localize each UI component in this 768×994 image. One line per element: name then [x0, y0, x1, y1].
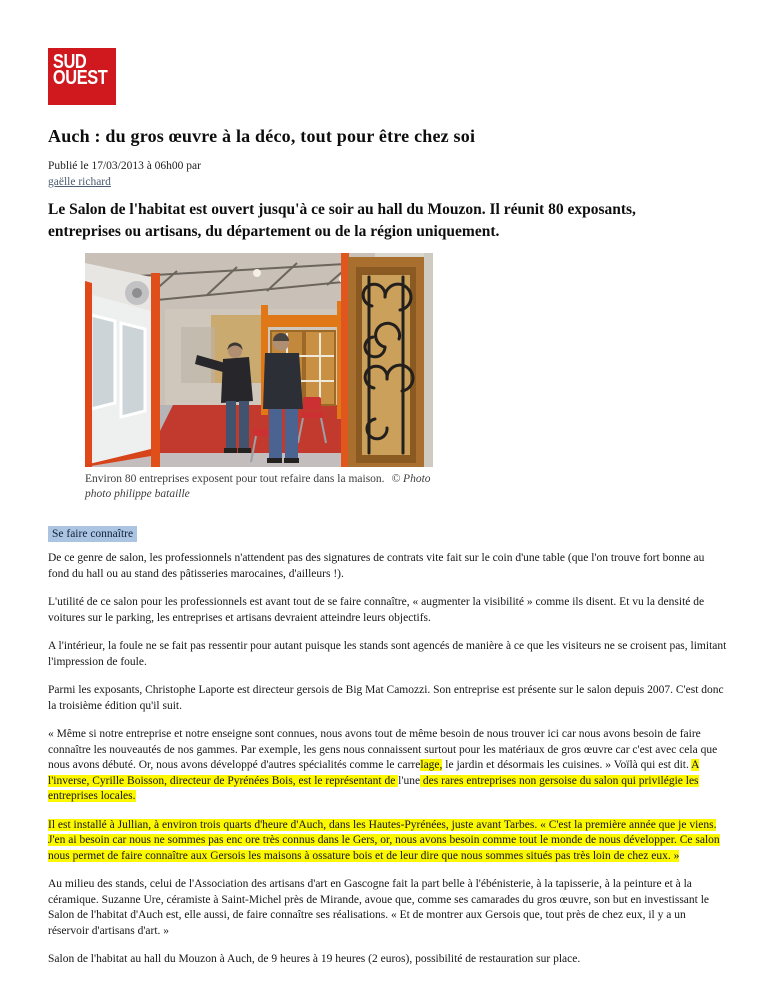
photo-red-carpet	[149, 405, 357, 453]
publish-info	[48, 159, 201, 190]
logo-line-2: OUEST	[52, 67, 108, 89]
article-paragraph	[48, 683, 728, 714]
paragraph-text: De ce genre de salon, les professionnels n'attendent pas des signatures de contrats vite fait sur le coin d'une table (que l'on trouve fort bonne au fond du hall ou au stand des pâtisseries marocaines, d'ailleurs !).	[48, 552, 705, 580]
section-label-row	[48, 524, 137, 542]
highlighted-text: des rares entreprises non gersoise du salon qui privilégie les entreprises locales.	[48, 774, 699, 802]
sudouest-logo	[48, 48, 116, 105]
caption-credit: © Photo	[391, 473, 431, 485]
article-standfirst: Le Salon de l'habitat est ouvert jusqu'à ce soir au hall du Mouzon. Il réunit 80 exposants, entreprises ou artisans, du département ou de la région uniquement.	[48, 201, 636, 240]
caption-text: Environ 80 entreprises exposent pour tout refaire dans la maison.	[85, 473, 385, 485]
article-paragraph	[48, 595, 728, 626]
paragraph-text: Parmi les exposants, Christophe Laporte est directeur gersois de Big Mat Camozzi. Son entreprise est présente sur le salon depuis 2007. C'est donc la troisième édition qu'il suit.	[48, 684, 724, 712]
article-paragraph	[48, 639, 728, 670]
highlighted-text: Il est installé à Jullian, à environ trois quarts d'heure d'Auch, dans les Hautes-Pyrénées, juste avant Tarbes. « C'est la première année que je viens. J'en ai besoin car nous ne sommes pas enc ore très connus dans le Gers, or, nous avons besoin comme tout le monde de nous développer. Ce salon nous permet de faire connaître aux Gersois les maisons à ossature bois et de leur dire que nous sommes situés pas très loin de chez eux. »	[48, 818, 720, 862]
sudouest-logo-text	[48, 48, 108, 89]
article-paragraph	[48, 727, 728, 805]
photo-window-display	[85, 263, 160, 467]
article-title: Auch : du gros œuvre à la déco, tout pour être chez soi	[48, 126, 476, 146]
highlighted-text: lage,	[420, 759, 443, 771]
paragraph-text: L'utilité de ce salon pour les professionnels est avant tout de se faire connaître, « augmenter la visibilité » comme ils disent. Et vu la densité de voitures sur le parking, les entreprises et artisans devraient atteindre leurs objectifs.	[48, 596, 705, 624]
article-paragraph	[48, 877, 728, 939]
article-paragraph	[48, 952, 728, 968]
paragraph-text: A l'intérieur, la foule ne se fait pas ressentir pour autant puisque les stands sont agencés de manière à ce que les visiteurs ne se croisent pas, limitant l'impression de foule.	[48, 640, 727, 668]
photo-iron-door	[341, 253, 424, 467]
article-paragraph	[48, 818, 728, 865]
paragraph-text: Salon de l'habitat au hall du Mouzon à Auch, de 9 heures à 19 heures (2 euros), possibilité de restauration sur place.	[48, 953, 581, 965]
article-photo	[85, 253, 433, 467]
article-figure	[85, 253, 433, 502]
paragraph-text: le jardin et désormais les cuisines. » Voïlà qui est dit.	[442, 759, 692, 771]
article-body	[48, 551, 728, 981]
paragraph-text: Au milieu des stands, celui de l'Association des artisans d'art en Gascogne fait la part belle à l'ébénisterie, à la tapisserie, à la peinture et à la céramique. Suzanne Ure, céramiste à Saint-Michel près de Mirande, avoue que, comme ses camarades du gros œuvre, son but en investissant le Salon de l'habitat d'Auch est, elle aussi, de faire connaître ses réalisations. « Et de montrer aux Gersois que, tout près de chez eux, il y a un réservoir d'artisans d'art. »	[48, 878, 710, 937]
article-paragraph	[48, 551, 728, 582]
caption-credit-line2: photo philippe bataille	[85, 488, 190, 500]
highlighted-text: A l'inverse, Cyrille Boisson, directeur de Pyrénées Bois, est le représentant de	[48, 759, 700, 787]
paragraph-text: « Même si notre entreprise et notre enseigne sont connues, nous avons tout de même besoin de nous trouver ici car nous avons besoin de faire connaître les nouveautés de nos gammes. Par exemple, les gens nous connaissent surtout pour les matériaux de gros œuvre car c'est avec cela que nous avons débuté. Or, nous avons développé d'autres spécialités comme le carre	[48, 728, 718, 771]
logo-line-1: SUD	[52, 51, 87, 73]
section-label: Se faire connaître	[48, 526, 137, 542]
paragraph-text: l'une	[398, 774, 421, 787]
photo-caption	[85, 472, 433, 502]
author-link[interactable]: gaëlle richard	[48, 176, 111, 188]
publish-date: Publié le 17/03/2013 à 06h00 par	[48, 160, 201, 172]
